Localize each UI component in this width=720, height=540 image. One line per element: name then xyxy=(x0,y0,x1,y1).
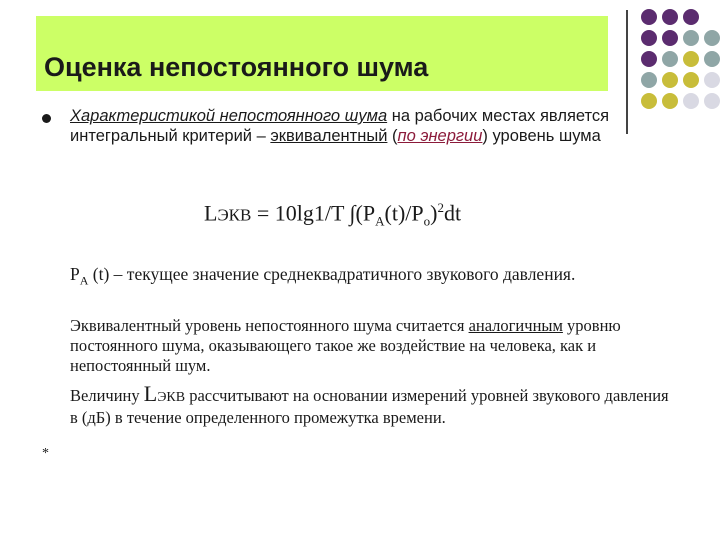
formula-text: ) xyxy=(430,200,438,226)
definition-text: ( xyxy=(387,127,398,145)
decor-dot xyxy=(641,30,657,46)
decor-dot xyxy=(704,72,720,88)
equivalent-paragraph xyxy=(70,316,670,376)
calc-text: Величину xyxy=(70,386,144,405)
decor-dot xyxy=(641,51,657,67)
energy-note: по энергии xyxy=(397,127,483,145)
pa-text: (t) – текущее значение среднеквадратичного звукового давления. xyxy=(88,264,576,284)
formula-sub-a: A xyxy=(375,213,385,229)
pa-definition xyxy=(70,264,575,289)
decor-dot xyxy=(704,51,720,67)
calc-l-sub: ЭКВ xyxy=(157,390,186,405)
formula-text: = 10lg1/T ∫(P xyxy=(251,200,376,226)
decor-dot xyxy=(683,93,699,109)
formula-l: L xyxy=(204,200,218,226)
slide-title: Оценка непостоянного шума xyxy=(44,52,429,82)
decor-dot xyxy=(641,9,657,25)
decor-dot xyxy=(662,30,678,46)
formula-text: dt xyxy=(443,200,462,226)
decor-dot xyxy=(662,93,678,109)
equiv-text: Эквивалентный уровень непостоянного шума считается xyxy=(70,316,469,335)
decor-dot xyxy=(662,51,678,67)
decor-dot xyxy=(641,93,657,109)
decor-dot xyxy=(704,93,720,109)
pa-symbol: P xyxy=(70,264,80,284)
decor-dot xyxy=(704,30,720,46)
definition-text: ) уровень шума xyxy=(482,127,601,145)
equiv-text: уровню постоянного шума, оказывающего такое же воздействие на человека, как и непостоянный шум. xyxy=(70,316,621,375)
link-analogous[interactable]: аналогичным xyxy=(468,316,563,335)
decor-dot xyxy=(683,51,699,67)
decor-dot xyxy=(683,9,699,25)
bullet-dot xyxy=(42,114,51,123)
calculation-paragraph xyxy=(70,381,670,428)
link-characteristic[interactable]: Характеристикой непостоянного шума xyxy=(70,107,388,125)
decor-dot xyxy=(683,30,699,46)
formula-sup: 2 xyxy=(437,200,444,215)
link-equivalent[interactable]: эквивалентный xyxy=(270,127,388,145)
decor-dot xyxy=(662,9,678,25)
decor-dot xyxy=(641,72,657,88)
decor-dot xyxy=(683,72,699,88)
decor-dot xyxy=(662,72,678,88)
formula-l-sub: ЭКВ xyxy=(217,205,252,225)
definition-text: на рабочих местах является интегральный критерий – xyxy=(70,107,610,145)
equivalent-level-formula xyxy=(204,200,461,230)
pa-sub: A xyxy=(79,273,89,288)
calc-l-symbol: L xyxy=(143,381,158,406)
definition-paragraph xyxy=(70,106,640,146)
footer-asterisk: * xyxy=(42,446,49,461)
formula-text: (t)/P xyxy=(384,200,424,226)
formula-sub-o: o xyxy=(423,213,431,229)
calc-text: рассчитывают на основании измерений уровней звукового давления в (дБ) в течение определенного промежутка времени. xyxy=(70,386,669,427)
